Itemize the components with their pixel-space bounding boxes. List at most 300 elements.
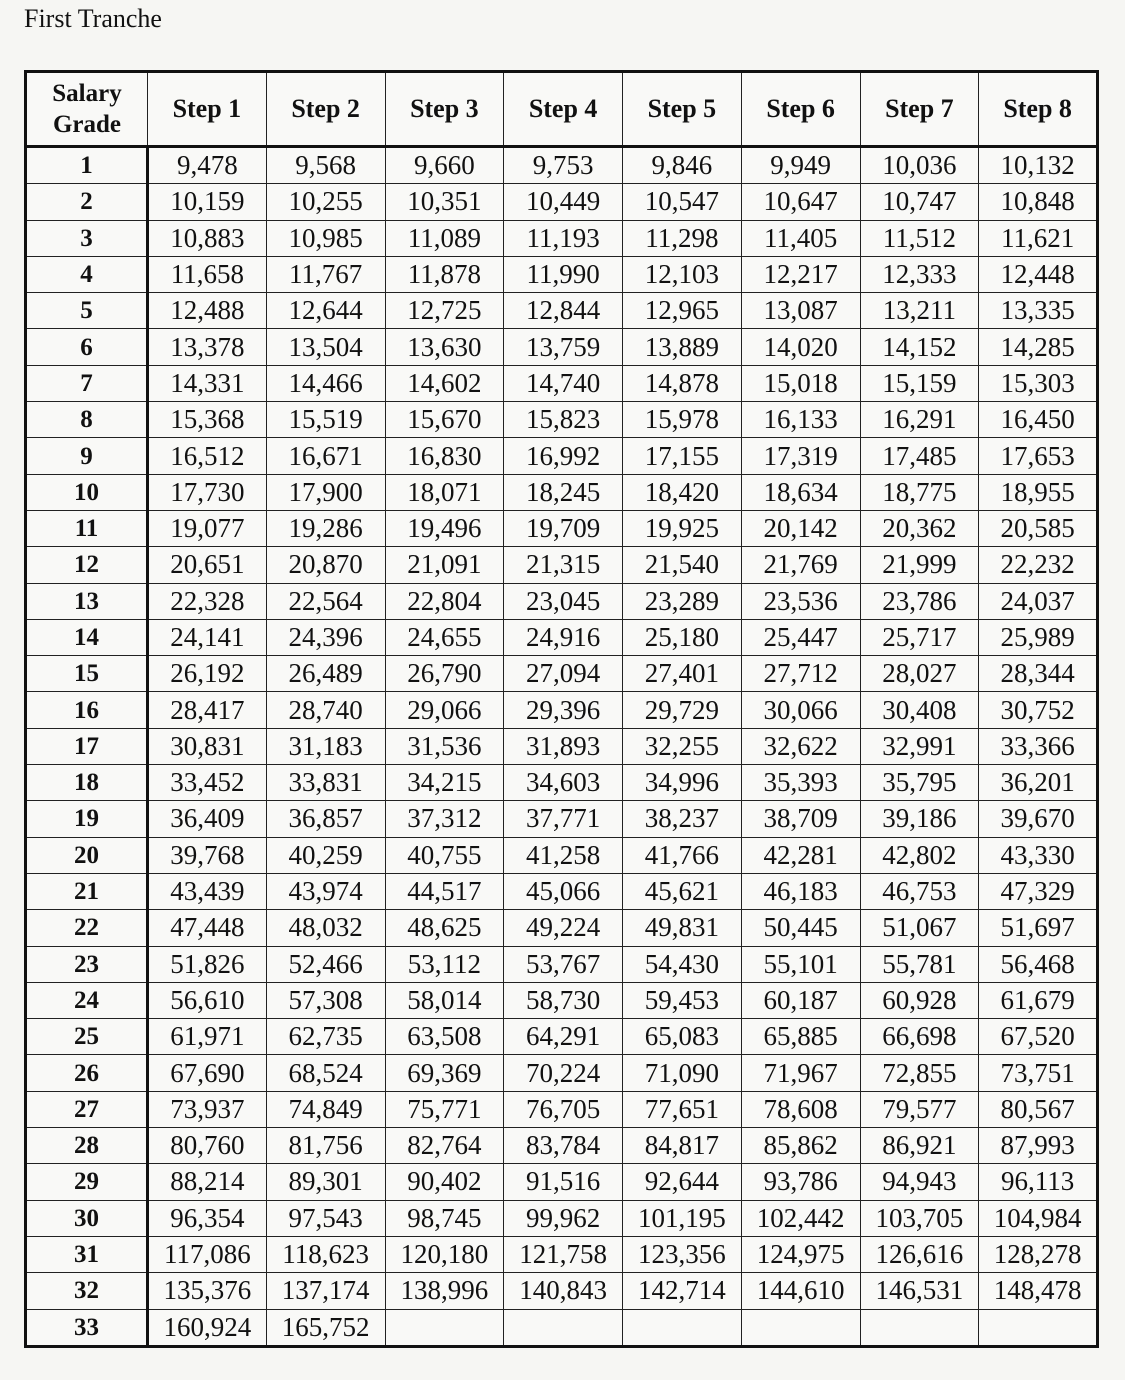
salary-value-cell: 16,671 (266, 438, 385, 474)
salary-grade-cell: 29 (26, 1164, 148, 1200)
salary-value-cell: 34,996 (623, 765, 742, 801)
salary-grade-cell: 28 (26, 1128, 148, 1164)
salary-value-cell: 10,985 (266, 220, 385, 256)
salary-value-cell: 31,183 (266, 728, 385, 764)
salary-value-cell: 11,878 (385, 256, 504, 292)
salary-value-cell: 21,769 (741, 547, 860, 583)
salary-value-cell: 29,066 (385, 692, 504, 728)
salary-value-cell: 72,855 (860, 1055, 979, 1091)
salary-value-cell: 10,647 (741, 184, 860, 220)
table-row (26, 1019, 1098, 1055)
salary-value-cell: 91,516 (504, 1164, 623, 1200)
salary-value-cell (504, 1309, 623, 1346)
salary-value-cell: 35,393 (741, 765, 860, 801)
salary-value-cell: 55,781 (860, 946, 979, 982)
salary-value-cell: 20,870 (266, 547, 385, 583)
salary-value-cell: 13,378 (148, 329, 267, 365)
salary-value-cell: 17,319 (741, 438, 860, 474)
table-row (26, 982, 1098, 1018)
salary-grade-cell: 16 (26, 692, 148, 728)
salary-value-cell: 19,496 (385, 510, 504, 546)
salary-value-cell: 21,999 (860, 547, 979, 583)
salary-value-cell: 15,159 (860, 365, 979, 401)
salary-value-cell: 28,344 (979, 656, 1098, 692)
salary-value-cell (623, 1309, 742, 1346)
salary-value-cell: 58,014 (385, 982, 504, 1018)
salary-value-cell: 11,621 (979, 220, 1098, 256)
salary-grade-cell: 27 (26, 1091, 148, 1127)
salary-value-cell: 126,616 (860, 1236, 979, 1272)
salary-value-cell: 75,771 (385, 1091, 504, 1127)
salary-grade-cell: 3 (26, 220, 148, 256)
table-row (26, 837, 1098, 873)
salary-value-cell: 76,705 (504, 1091, 623, 1127)
salary-value-cell: 138,996 (385, 1273, 504, 1309)
salary-value-cell: 32,991 (860, 728, 979, 764)
salary-value-cell: 74,849 (266, 1091, 385, 1127)
header-row (26, 72, 1098, 147)
salary-value-cell: 10,547 (623, 184, 742, 220)
salary-value-cell: 59,453 (623, 982, 742, 1018)
salary-value-cell: 13,211 (860, 293, 979, 329)
salary-value-cell: 14,331 (148, 365, 267, 401)
table-row (26, 256, 1098, 292)
salary-value-cell: 40,755 (385, 837, 504, 873)
salary-value-cell: 43,439 (148, 873, 267, 909)
salary-value-cell: 124,975 (741, 1236, 860, 1272)
table-row (26, 656, 1098, 692)
salary-value-cell: 17,155 (623, 438, 742, 474)
salary-value-cell: 13,335 (979, 293, 1098, 329)
salary-grade-cell: 31 (26, 1236, 148, 1272)
salary-value-cell: 41,258 (504, 837, 623, 873)
salary-value-cell: 73,751 (979, 1055, 1098, 1091)
salary-value-cell: 11,298 (623, 220, 742, 256)
salary-value-cell: 93,786 (741, 1164, 860, 1200)
salary-value-cell: 26,489 (266, 656, 385, 692)
salary-value-cell: 15,368 (148, 402, 267, 438)
salary-value-cell: 10,449 (504, 184, 623, 220)
salary-value-cell: 14,878 (623, 365, 742, 401)
salary-value-cell: 11,193 (504, 220, 623, 256)
salary-value-cell: 28,027 (860, 656, 979, 692)
salary-value-cell: 64,291 (504, 1019, 623, 1055)
salary-value-cell: 47,329 (979, 873, 1098, 909)
table-row (26, 728, 1098, 764)
salary-value-cell: 10,036 (860, 147, 979, 184)
salary-value-cell: 33,452 (148, 765, 267, 801)
step-header: Step 6 (741, 72, 860, 147)
salary-value-cell: 123,356 (623, 1236, 742, 1272)
salary-value-cell: 17,730 (148, 474, 267, 510)
salary-value-cell: 48,625 (385, 910, 504, 946)
salary-value-cell: 54,430 (623, 946, 742, 982)
salary-value-cell: 142,714 (623, 1273, 742, 1309)
table-row (26, 510, 1098, 546)
salary-value-cell: 121,758 (504, 1236, 623, 1272)
salary-value-cell: 20,142 (741, 510, 860, 546)
salary-value-cell: 19,077 (148, 510, 267, 546)
page-title: First Tranche (24, 4, 162, 33)
step-header: Step 1 (148, 72, 267, 147)
salary-value-cell: 98,745 (385, 1200, 504, 1236)
salary-value-cell: 58,730 (504, 982, 623, 1018)
salary-value-cell: 102,442 (741, 1200, 860, 1236)
salary-value-cell: 66,698 (860, 1019, 979, 1055)
salary-value-cell: 10,255 (266, 184, 385, 220)
salary-value-cell: 20,585 (979, 510, 1098, 546)
salary-value-cell: 22,232 (979, 547, 1098, 583)
salary-value-cell: 11,405 (741, 220, 860, 256)
salary-grade-cell: 15 (26, 656, 148, 692)
salary-value-cell: 92,644 (623, 1164, 742, 1200)
salary-grade-header: Salary Grade (26, 72, 148, 147)
salary-grade-cell: 10 (26, 474, 148, 510)
salary-value-cell: 94,943 (860, 1164, 979, 1200)
table-row (26, 1164, 1098, 1200)
salary-value-cell: 21,540 (623, 547, 742, 583)
salary-value-cell: 18,955 (979, 474, 1098, 510)
salary-value-cell: 20,362 (860, 510, 979, 546)
salary-value-cell: 11,767 (266, 256, 385, 292)
salary-value-cell: 128,278 (979, 1236, 1098, 1272)
salary-value-cell: 12,844 (504, 293, 623, 329)
salary-value-cell: 16,450 (979, 402, 1098, 438)
salary-value-cell: 15,978 (623, 402, 742, 438)
table-row (26, 1236, 1098, 1272)
salary-grade-cell: 21 (26, 873, 148, 909)
salary-value-cell: 140,843 (504, 1273, 623, 1309)
salary-value-cell: 48,032 (266, 910, 385, 946)
salary-grade-cell: 32 (26, 1273, 148, 1309)
salary-value-cell: 28,740 (266, 692, 385, 728)
salary-value-cell: 50,445 (741, 910, 860, 946)
step-header: Step 5 (623, 72, 742, 147)
salary-value-cell: 16,992 (504, 438, 623, 474)
salary-grade-cell: 4 (26, 256, 148, 292)
salary-value-cell: 55,101 (741, 946, 860, 982)
table-row (26, 1200, 1098, 1236)
table-row (26, 474, 1098, 510)
salary-value-cell: 36,409 (148, 801, 267, 837)
salary-grade-cell: 7 (26, 365, 148, 401)
salary-value-cell: 32,255 (623, 728, 742, 764)
salary-value-cell: 118,623 (266, 1236, 385, 1272)
salary-value-cell: 13,504 (266, 329, 385, 365)
salary-value-cell: 117,086 (148, 1236, 267, 1272)
salary-value-cell: 61,971 (148, 1019, 267, 1055)
salary-value-cell: 29,729 (623, 692, 742, 728)
salary-value-cell: 36,201 (979, 765, 1098, 801)
salary-value-cell: 88,214 (148, 1164, 267, 1200)
table-row (26, 619, 1098, 655)
salary-value-cell: 80,567 (979, 1091, 1098, 1127)
salary-value-cell: 40,259 (266, 837, 385, 873)
salary-value-cell: 16,133 (741, 402, 860, 438)
salary-value-cell: 120,180 (385, 1236, 504, 1272)
salary-value-cell: 9,753 (504, 147, 623, 184)
salary-value-cell: 80,760 (148, 1128, 267, 1164)
salary-value-cell: 16,512 (148, 438, 267, 474)
salary-value-cell: 34,215 (385, 765, 504, 801)
salary-value-cell: 86,921 (860, 1128, 979, 1164)
salary-grade-cell: 5 (26, 293, 148, 329)
table-row (26, 873, 1098, 909)
salary-value-cell: 67,690 (148, 1055, 267, 1091)
step-header: Step 4 (504, 72, 623, 147)
salary-value-cell: 12,448 (979, 256, 1098, 292)
salary-value-cell: 60,187 (741, 982, 860, 1018)
salary-value-cell: 45,066 (504, 873, 623, 909)
salary-value-cell: 78,608 (741, 1091, 860, 1127)
salary-value-cell: 37,312 (385, 801, 504, 837)
salary-value-cell: 22,564 (266, 583, 385, 619)
table-row (26, 438, 1098, 474)
salary-value-cell: 43,974 (266, 873, 385, 909)
salary-value-cell: 18,420 (623, 474, 742, 510)
salary-value-cell (979, 1309, 1098, 1346)
salary-value-cell: 12,725 (385, 293, 504, 329)
salary-value-cell: 70,224 (504, 1055, 623, 1091)
salary-value-cell: 19,709 (504, 510, 623, 546)
salary-value-cell: 57,308 (266, 982, 385, 1018)
salary-value-cell: 36,857 (266, 801, 385, 837)
salary-value-cell: 9,568 (266, 147, 385, 184)
salary-value-cell: 33,831 (266, 765, 385, 801)
salary-value-cell: 10,747 (860, 184, 979, 220)
salary-value-cell: 12,644 (266, 293, 385, 329)
table-row (26, 1273, 1098, 1309)
salary-value-cell: 14,152 (860, 329, 979, 365)
salary-value-cell: 13,759 (504, 329, 623, 365)
salary-value-cell: 19,286 (266, 510, 385, 546)
salary-grade-cell: 17 (26, 728, 148, 764)
salary-value-cell: 13,889 (623, 329, 742, 365)
salary-value-cell: 18,775 (860, 474, 979, 510)
salary-value-cell: 14,602 (385, 365, 504, 401)
salary-grade-cell: 9 (26, 438, 148, 474)
salary-value-cell: 23,045 (504, 583, 623, 619)
salary-value-cell: 14,740 (504, 365, 623, 401)
salary-grade-cell: 19 (26, 801, 148, 837)
salary-value-cell: 56,610 (148, 982, 267, 1018)
salary-value-cell: 46,183 (741, 873, 860, 909)
salary-value-cell: 62,735 (266, 1019, 385, 1055)
salary-value-cell: 16,830 (385, 438, 504, 474)
salary-value-cell: 15,018 (741, 365, 860, 401)
salary-value-cell: 15,519 (266, 402, 385, 438)
salary-value-cell: 12,217 (741, 256, 860, 292)
salary-value-cell: 39,768 (148, 837, 267, 873)
salary-value-cell: 11,512 (860, 220, 979, 256)
salary-value-cell: 31,536 (385, 728, 504, 764)
salary-value-cell: 15,823 (504, 402, 623, 438)
salary-value-cell: 12,333 (860, 256, 979, 292)
salary-value-cell: 18,634 (741, 474, 860, 510)
table-row (26, 910, 1098, 946)
salary-value-cell: 15,303 (979, 365, 1098, 401)
salary-value-cell: 25,180 (623, 619, 742, 655)
salary-value-cell: 10,159 (148, 184, 267, 220)
salary-value-cell: 9,846 (623, 147, 742, 184)
table-row (26, 1309, 1098, 1346)
salary-value-cell: 39,186 (860, 801, 979, 837)
salary-value-cell: 11,990 (504, 256, 623, 292)
salary-grade-cell: 25 (26, 1019, 148, 1055)
salary-value-cell: 35,795 (860, 765, 979, 801)
salary-value-cell: 63,508 (385, 1019, 504, 1055)
table-row (26, 220, 1098, 256)
salary-table (24, 70, 1099, 1348)
table-row (26, 765, 1098, 801)
salary-value-cell: 51,826 (148, 946, 267, 982)
salary-value-cell: 23,786 (860, 583, 979, 619)
salary-value-cell: 77,651 (623, 1091, 742, 1127)
salary-value-cell: 60,928 (860, 982, 979, 1018)
step-header: Step 3 (385, 72, 504, 147)
table-body (26, 147, 1098, 1347)
table-row (26, 1091, 1098, 1127)
table-row (26, 147, 1098, 184)
salary-value-cell: 19,925 (623, 510, 742, 546)
salary-value-cell: 13,087 (741, 293, 860, 329)
table-row (26, 547, 1098, 583)
salary-value-cell: 14,285 (979, 329, 1098, 365)
salary-value-cell: 27,094 (504, 656, 623, 692)
step-header: Step 2 (266, 72, 385, 147)
salary-value-cell: 82,764 (385, 1128, 504, 1164)
salary-value-cell: 37,771 (504, 801, 623, 837)
salary-grade-cell: 33 (26, 1309, 148, 1346)
salary-value-cell: 10,132 (979, 147, 1098, 184)
salary-value-cell: 17,653 (979, 438, 1098, 474)
salary-value-cell: 30,831 (148, 728, 267, 764)
salary-value-cell: 87,993 (979, 1128, 1098, 1164)
salary-value-cell: 16,291 (860, 402, 979, 438)
salary-value-cell: 25,989 (979, 619, 1098, 655)
salary-value-cell: 104,984 (979, 1200, 1098, 1236)
salary-value-cell: 17,485 (860, 438, 979, 474)
salary-value-cell: 22,804 (385, 583, 504, 619)
salary-grade-cell: 26 (26, 1055, 148, 1091)
salary-value-cell: 146,531 (860, 1273, 979, 1309)
salary-value-cell: 14,466 (266, 365, 385, 401)
salary-table-container (24, 70, 1096, 1348)
salary-value-cell: 52,466 (266, 946, 385, 982)
salary-value-cell: 26,790 (385, 656, 504, 692)
salary-value-cell: 47,448 (148, 910, 267, 946)
salary-value-cell: 144,610 (741, 1273, 860, 1309)
salary-value-cell: 96,354 (148, 1200, 267, 1236)
salary-value-cell: 24,037 (979, 583, 1098, 619)
salary-value-cell: 53,767 (504, 946, 623, 982)
salary-value-cell: 97,543 (266, 1200, 385, 1236)
step-header: Step 8 (979, 72, 1098, 147)
salary-value-cell: 73,937 (148, 1091, 267, 1127)
salary-value-cell: 17,900 (266, 474, 385, 510)
salary-value-cell: 12,965 (623, 293, 742, 329)
salary-value-cell: 21,315 (504, 547, 623, 583)
salary-value-cell: 84,817 (623, 1128, 742, 1164)
table-row (26, 184, 1098, 220)
table-row (26, 692, 1098, 728)
salary-grade-cell: 24 (26, 982, 148, 1018)
salary-value-cell: 34,603 (504, 765, 623, 801)
salary-value-cell: 56,468 (979, 946, 1098, 982)
salary-grade-cell: 6 (26, 329, 148, 365)
salary-grade-cell: 11 (26, 510, 148, 546)
salary-grade-cell: 23 (26, 946, 148, 982)
salary-value-cell: 103,705 (860, 1200, 979, 1236)
salary-value-cell: 14,020 (741, 329, 860, 365)
salary-value-cell: 148,478 (979, 1273, 1098, 1309)
salary-value-cell: 71,967 (741, 1055, 860, 1091)
salary-value-cell: 23,536 (741, 583, 860, 619)
salary-value-cell: 30,408 (860, 692, 979, 728)
table-row (26, 583, 1098, 619)
salary-grade-cell: 22 (26, 910, 148, 946)
salary-value-cell: 61,679 (979, 982, 1098, 1018)
salary-value-cell: 41,766 (623, 837, 742, 873)
salary-value-cell: 99,962 (504, 1200, 623, 1236)
salary-value-cell: 25,717 (860, 619, 979, 655)
salary-value-cell: 137,174 (266, 1273, 385, 1309)
salary-grade-cell: 2 (26, 184, 148, 220)
salary-value-cell: 71,090 (623, 1055, 742, 1091)
salary-value-cell: 65,083 (623, 1019, 742, 1055)
table-row (26, 946, 1098, 982)
salary-value-cell: 12,103 (623, 256, 742, 292)
salary-value-cell: 24,916 (504, 619, 623, 655)
table-row (26, 1055, 1098, 1091)
salary-grade-cell: 18 (26, 765, 148, 801)
step-header: Step 7 (860, 72, 979, 147)
salary-value-cell: 11,658 (148, 256, 267, 292)
salary-value-cell: 12,488 (148, 293, 267, 329)
salary-value-cell: 33,366 (979, 728, 1098, 764)
salary-value-cell: 22,328 (148, 583, 267, 619)
salary-value-cell: 15,670 (385, 402, 504, 438)
table-row (26, 365, 1098, 401)
salary-value-cell: 67,520 (979, 1019, 1098, 1055)
salary-value-cell: 24,396 (266, 619, 385, 655)
salary-value-cell: 39,670 (979, 801, 1098, 837)
table-row (26, 293, 1098, 329)
salary-value-cell: 9,478 (148, 147, 267, 184)
salary-value-cell: 89,301 (266, 1164, 385, 1200)
salary-value-cell: 51,697 (979, 910, 1098, 946)
salary-value-cell: 30,066 (741, 692, 860, 728)
salary-value-cell: 69,369 (385, 1055, 504, 1091)
salary-value-cell: 96,113 (979, 1164, 1098, 1200)
salary-value-cell: 42,802 (860, 837, 979, 873)
salary-value-cell: 85,862 (741, 1128, 860, 1164)
salary-value-cell: 160,924 (148, 1309, 267, 1346)
salary-value-cell: 43,330 (979, 837, 1098, 873)
salary-value-cell: 32,622 (741, 728, 860, 764)
salary-value-cell: 53,112 (385, 946, 504, 982)
salary-value-cell: 24,655 (385, 619, 504, 655)
salary-value-cell: 18,071 (385, 474, 504, 510)
salary-grade-cell: 13 (26, 583, 148, 619)
salary-value-cell: 31,893 (504, 728, 623, 764)
salary-value-cell: 20,651 (148, 547, 267, 583)
salary-value-cell: 11,089 (385, 220, 504, 256)
table-row (26, 402, 1098, 438)
salary-value-cell: 101,195 (623, 1200, 742, 1236)
salary-value-cell: 38,709 (741, 801, 860, 837)
salary-value-cell: 135,376 (148, 1273, 267, 1309)
